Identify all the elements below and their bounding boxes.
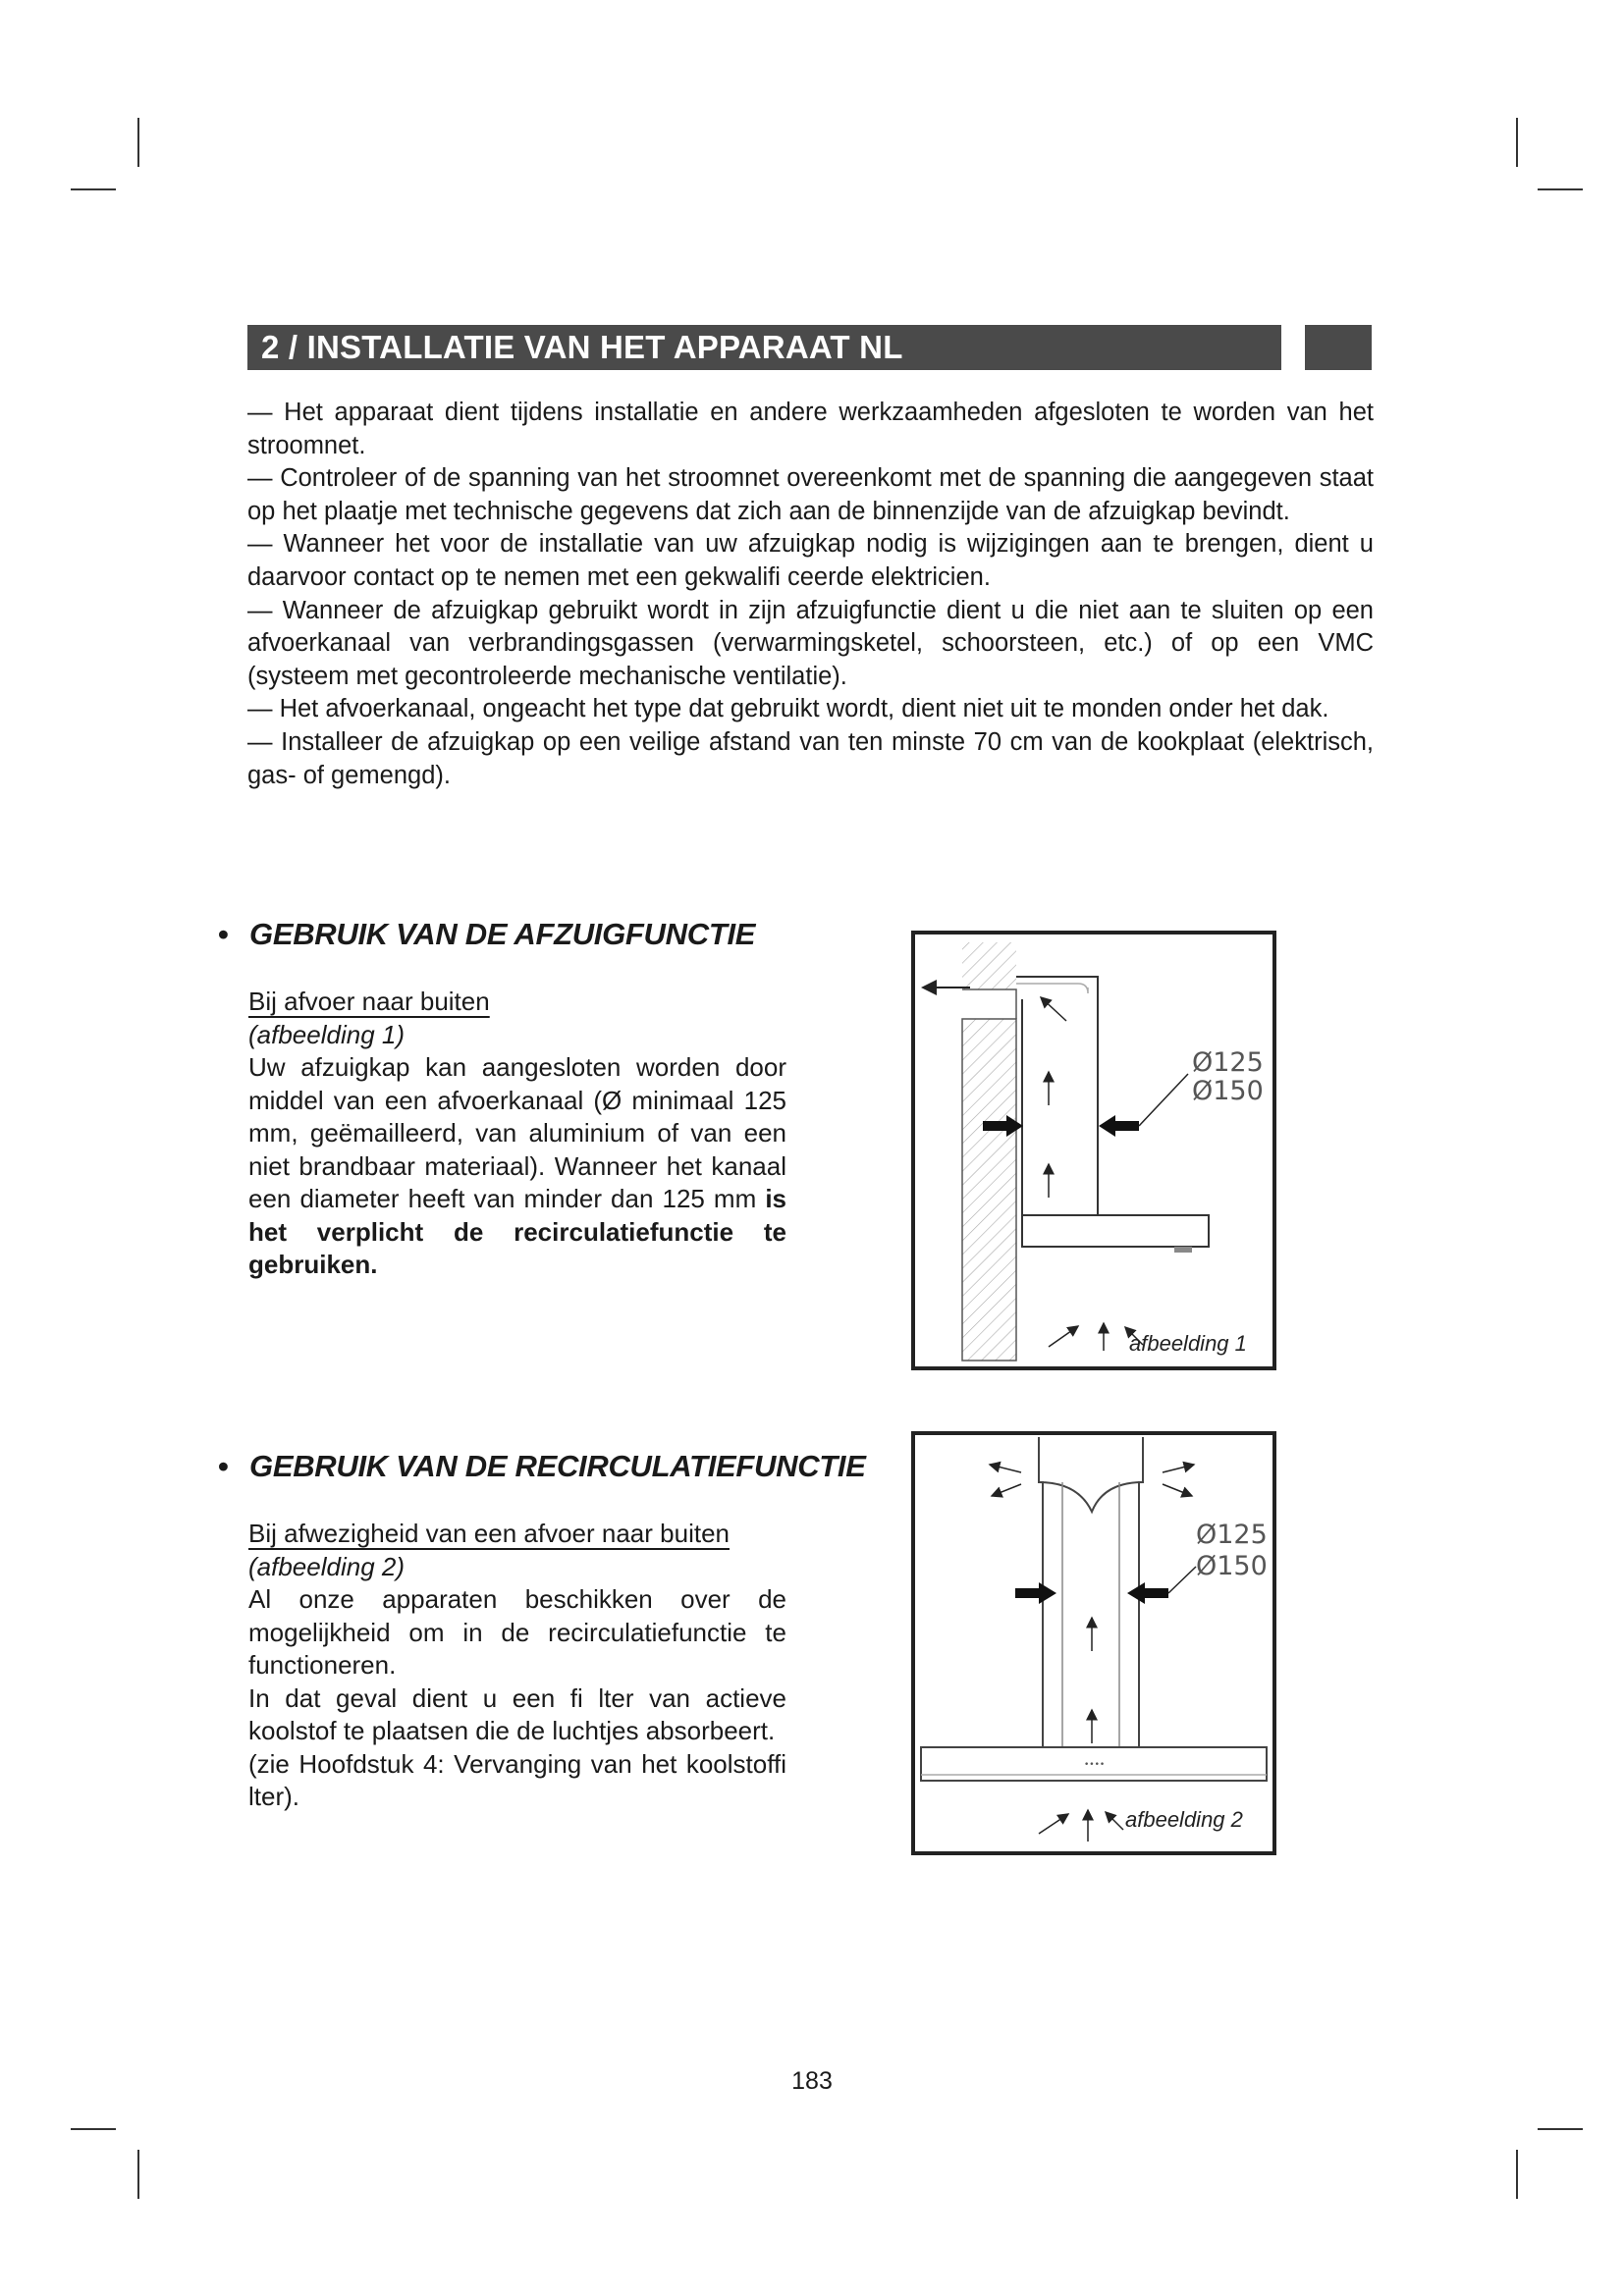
section-title-text: GEBRUIK VAN DE RECIRCULATIEFUNCTIE xyxy=(249,1449,866,1483)
section-header: 2 / INSTALLATIE VAN HET APPARAAT NL xyxy=(247,325,1281,370)
figure-caption: afbeelding 2 xyxy=(1125,1807,1243,1832)
figure-1-duct-diagram xyxy=(911,931,1276,1370)
subheading: Bij afvoer naar buiten xyxy=(248,987,490,1016)
body-text-normal: Uw afzuigkap kan aangesloten worden door middel van een afvoerkanaal (Ø minimaal 125 mm, geëmailleerd, van aluminium of van een niet brandbaar materiaal). Wanneer het kanaal een diameter heeft van minder dan 125 mm xyxy=(248,1052,786,1213)
control-dots: •••• xyxy=(1084,1760,1106,1770)
crop-mark xyxy=(137,118,139,167)
header-tab-box xyxy=(1305,325,1372,370)
intro-instructions xyxy=(247,397,1374,792)
body-text xyxy=(248,1051,786,1282)
section2-text xyxy=(248,1518,786,1814)
section-title-afzuigfunctie xyxy=(218,917,755,952)
page-number: 183 xyxy=(791,2067,833,2095)
section-title-text: GEBRUIK VAN DE AFZUIGFUNCTIE xyxy=(249,917,756,951)
intro-paragraph: — Controleer of de spanning van het stroomnet overeenkomt met de spanning die aangegeven staat op het plaatje met technische gegevens dat zich aan de binnenzijde van de afzuigkap bevindt. xyxy=(247,464,1374,525)
crop-mark xyxy=(137,2150,139,2199)
body-text: (zie Hoofdstuk 4: Vervanging van het koolstoffi lter). xyxy=(248,1748,786,1811)
diameter-label: Ø125 xyxy=(1196,1520,1268,1550)
bullet: • xyxy=(218,1449,229,1483)
subheading: Bij afwezigheid van een afvoer naar buiten xyxy=(248,1519,730,1548)
body-text: In dat geval dient u een fi lter van actieve koolstof te plaatsen die de luchtjes absorbeert. xyxy=(248,1682,786,1745)
crop-mark xyxy=(1516,118,1518,167)
intro-paragraph: — Wanneer het voor de installatie van uw afzuigkap nodig is wijzigingen aan te brengen, dient u daarvoor contact op te nemen met een gekwalifi ceerde elektricien. xyxy=(247,530,1374,591)
bullet: • xyxy=(218,917,229,951)
diameter-label: Ø150 xyxy=(1192,1076,1264,1106)
intro-paragraph: — Het afvoerkanaal, ongeacht het type dat gebruikt wordt, dient niet uit te monden onder het dak. xyxy=(247,695,1329,723)
figure-caption: afbeelding 1 xyxy=(1129,1331,1247,1356)
crop-mark xyxy=(71,2128,116,2130)
figure-2-recirculation-diagram xyxy=(911,1431,1276,1855)
intro-paragraph: — Wanneer de afzuigkap gebruikt wordt in zijn afzuigfunctie dient u die niet aan te sluiten op een afvoerkanaal van verbrandingsgassen (verwarmingsketel, schoorsteen, etc.) of op een VMC (systeem met gecontroleerde mechanische ventilatie). xyxy=(247,596,1374,690)
crop-mark xyxy=(1538,2128,1583,2130)
crop-mark xyxy=(1538,188,1583,190)
crop-mark xyxy=(1516,2150,1518,2199)
diameter-label: Ø150 xyxy=(1196,1551,1268,1581)
section-title-recirculatiefunctie xyxy=(218,1449,866,1484)
figure-reference: (afbeelding 2) xyxy=(248,1551,405,1581)
body-text: Al onze apparaten beschikken over de mogelijkheid om in de recirculatiefunctie te functioneren. xyxy=(248,1584,786,1680)
crop-mark xyxy=(71,188,116,190)
intro-paragraph: — Installeer de afzuigkap op een veilige afstand van ten minste 70 cm van de kookplaat (elektrisch, gas- of gemengd). xyxy=(247,727,1374,789)
section1-text xyxy=(248,986,786,1282)
intro-paragraph: — Het apparaat dient tijdens installatie en andere werkzaamheden afgesloten te worden van het stroomnet. xyxy=(247,399,1374,459)
body-text-bold: is het verplicht de recirculatiefunctie te gebruiken. xyxy=(248,1184,786,1279)
diameter-label: Ø125 xyxy=(1192,1047,1264,1078)
figure-reference: (afbeelding 1) xyxy=(248,1019,405,1049)
